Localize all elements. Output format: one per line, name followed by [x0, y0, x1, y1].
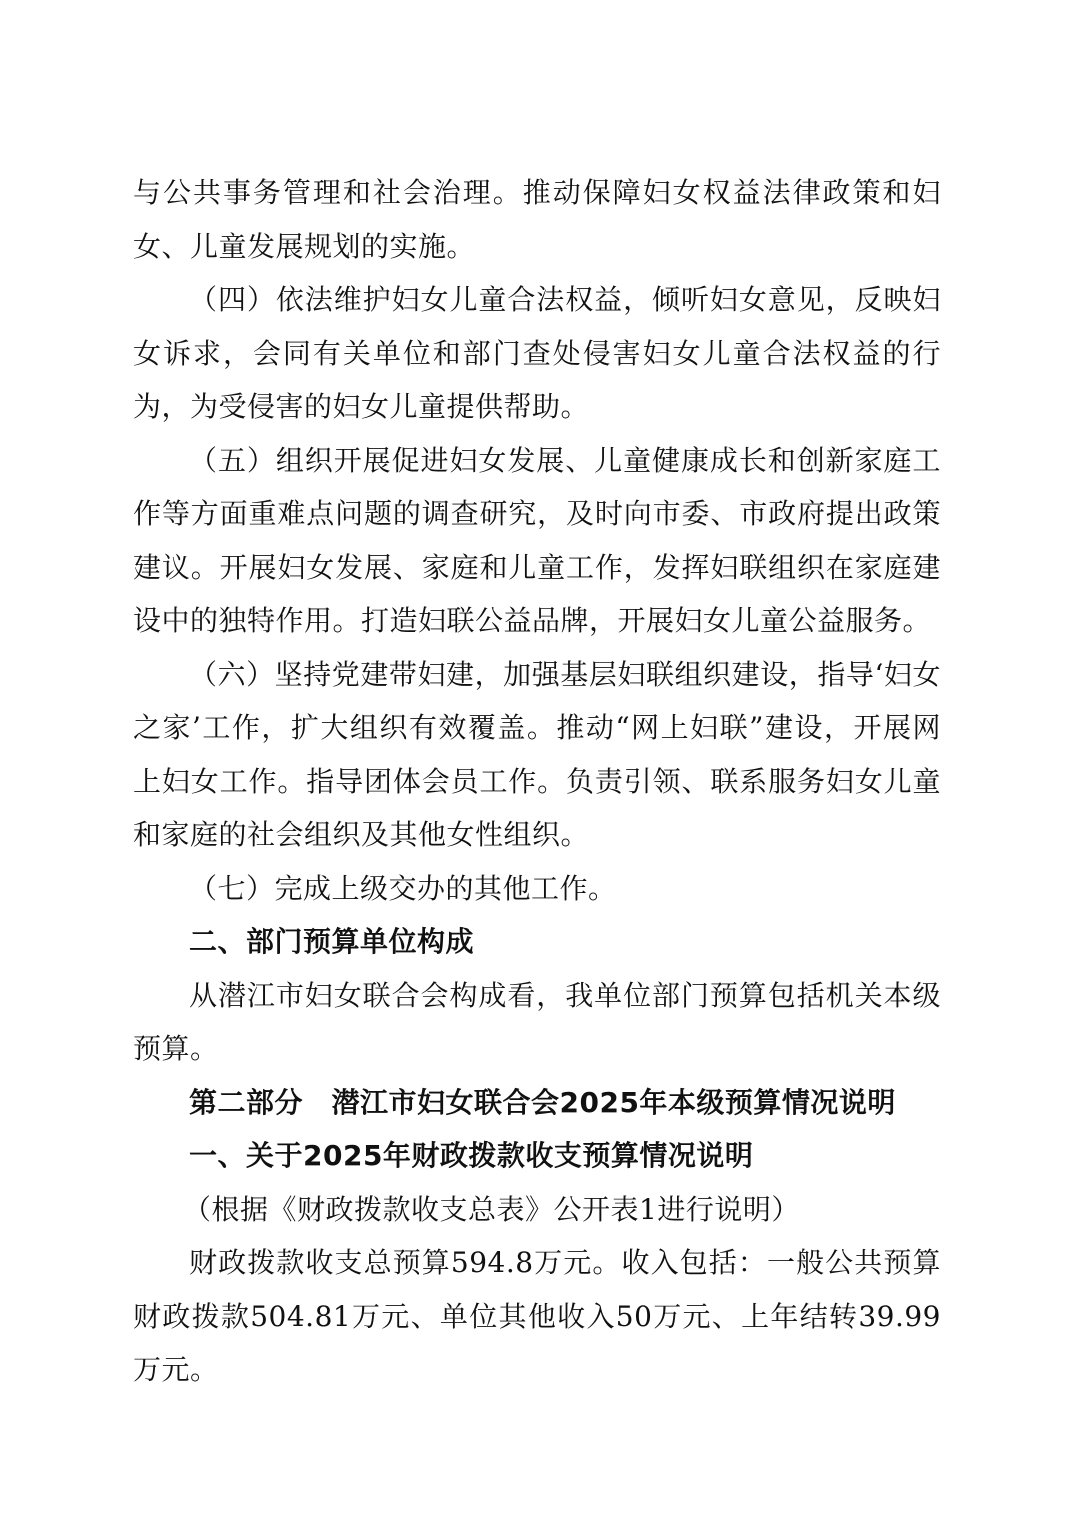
section-2-body: 从潜江市妇女联合会构成看，我单位部门预算包括机关本级预算。 [133, 978, 941, 1065]
section-2-heading: 二、部门预算单位构成 [189, 925, 475, 958]
paragraph-item-7: （七）完成上级交办的其他工作。 [189, 871, 617, 905]
part-2-sub-heading: 一、关于2025年财政拨款收支预算情况说明 [189, 1139, 754, 1172]
paragraph-item-5: （五）组织开展促进妇女发展、儿童健康成长和创新家庭工作等方面重难点问题的调查研究，及时向市委、市政府提出政策建议。开展妇女发展、家庭和儿童工作，发挥妇联组织在家庭建设中的独特作用。打造妇联公益品牌，开展妇女儿童公益服务。 [133, 443, 941, 637]
part-2-body: 财政拨款收支总预算594.8万元。收入包括：一般公共预算财政拨款504.81万元、单位其他收入50万元、上年结转39.99万元。 [133, 1246, 941, 1386]
part-2-note: （根据《财政拨款收支总表》公开表1进行说明） [183, 1192, 800, 1226]
part-2-heading: 第二部分 潜江市妇女联合会2025年本级预算情况说明 [189, 1085, 896, 1119]
paragraph-continuation: 与公共事务管理和社会治理。推动保障妇女权益法律政策和妇女、儿童发展规划的实施。 [133, 176, 941, 263]
paragraph-item-4: （四）依法维护妇女儿童合法权益，倾听妇女意见，反映妇女诉求，会同有关单位和部门查处侵害妇女儿童合法权益的行为，为受侵害的妇女儿童提供帮助。 [133, 283, 941, 423]
paragraph-item-6: （六）坚持党建带妇建，加强基层妇联组织建设，指导‘妇女之家’工作，扩大组织有效覆盖。推动“网上妇联”建设，开展网上妇女工作。指导团体会员工作。负责引领、联系服务妇女儿童和家庭的社会组织及其他女性组织。 [133, 657, 941, 851]
document-body [133, 166, 941, 1397]
